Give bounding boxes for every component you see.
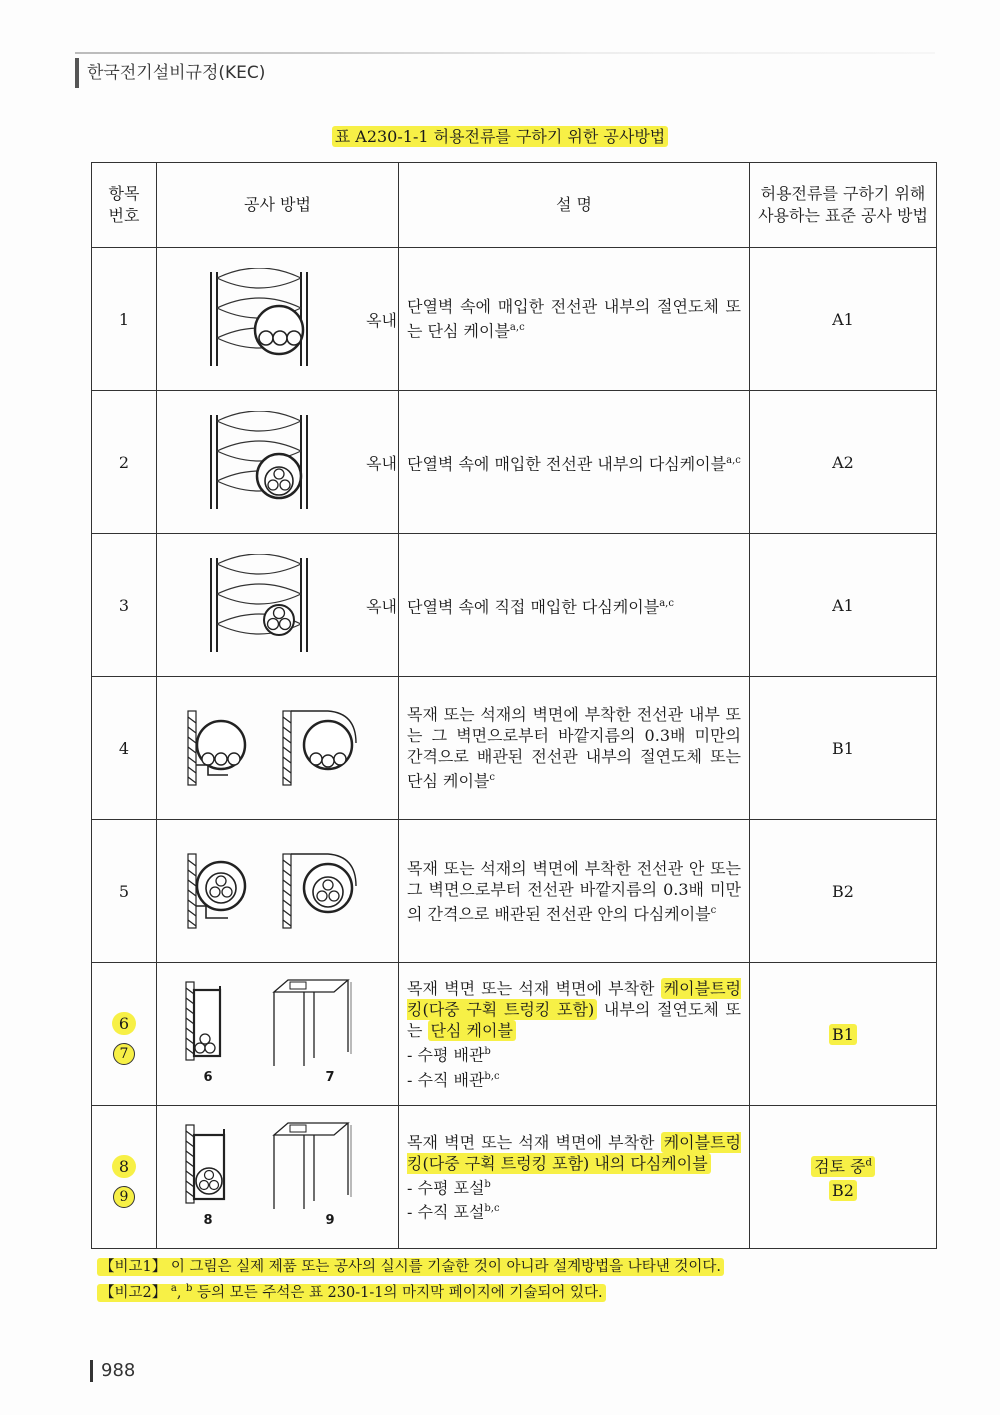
table-row (92, 677, 937, 820)
figure-label: 9 (325, 1213, 335, 1228)
list-item (407, 1174, 741, 1198)
item-number: 8 (112, 1155, 136, 1178)
description-text: 단열벽 속에 매입한 전선관 내부의 다심케이블 (407, 454, 727, 474)
table-notes (97, 1256, 724, 1304)
note-tag: 【비고2】 (100, 1284, 167, 1301)
item-number: 9 (113, 1186, 135, 1208)
table-row (92, 963, 937, 1106)
table-row (92, 248, 937, 391)
description (399, 963, 750, 1106)
footnote-ref: a,c (726, 454, 741, 466)
item-number: 5 (92, 820, 157, 963)
indoor-label: 옥내 (366, 596, 397, 616)
method-figure (157, 963, 399, 1106)
description-highlight: 케이블트렁킹(다중 구획 트렁킹 포함) (407, 979, 741, 1020)
header-standard-method-text: 허용전류를 구하기 위해 사용하는 표준 공사 방법 (758, 184, 928, 225)
item-number: 4 (92, 677, 157, 820)
figure-label: 6 (203, 1070, 213, 1085)
insulated-wall-multicore-conduit-figure (199, 411, 319, 513)
header-item-number (92, 163, 157, 248)
standard-method: B1 (750, 677, 937, 820)
header-method: 공사 방법 (157, 163, 399, 248)
description (399, 1106, 750, 1249)
method-figure (157, 1106, 399, 1249)
footnote-ref: b (484, 1178, 491, 1190)
indoor-label: 옥내 (366, 453, 397, 473)
list-item-text: - 수평 포설 (407, 1178, 485, 1197)
header-standard-method (750, 163, 937, 248)
footnote-ref: c (710, 904, 717, 916)
cable-trunking-figure (178, 974, 378, 1074)
header-rule (75, 52, 935, 54)
footnote-ref: b,c (484, 1203, 500, 1214)
table-caption-text: 표 A230-1-1 허용전류를 구하기 위한 공사방법 (332, 126, 669, 147)
description-highlight: 단심 케이블 (428, 1020, 516, 1041)
description-text: 목재 또는 석재의 벽면에 부착한 전선관 안 또는 그 벽면으로부터 전선관 바깥지름의 0.3배 미만의 간격으로 배관된 전선관 안의 다심케이블 (407, 858, 741, 924)
list-item (407, 1041, 741, 1065)
note-text: 등의 모든 주석은 표 230-1-1의 마지막 페이지에 기술되어 있다. (192, 1284, 603, 1301)
item-number-group (92, 1106, 157, 1249)
list-item (407, 1066, 741, 1090)
insulated-wall-direct-cable-figure (199, 554, 319, 656)
item-number: 2 (92, 391, 157, 534)
item-number: 7 (113, 1043, 135, 1065)
note-1-highlight (97, 1258, 724, 1276)
item-number: 3 (92, 534, 157, 677)
page-number: 988 (90, 1360, 135, 1382)
description-text: 목재 벽면 또는 석재 벽면에 부착한 (407, 1132, 661, 1152)
note-2 (97, 1278, 724, 1304)
figure-label: 7 (325, 1070, 335, 1085)
insulated-wall-conduit-figure (199, 268, 319, 370)
description-text: 목재 또는 석재의 벽면에 부착한 전선관 내부 또는 그 벽면으로부터 바깥지름의 0.3배 미만의 간격으로 배관된 전선관 내부의 절연도체 또는 단심 케이블 (407, 705, 741, 791)
footnote-ref: b (186, 1283, 193, 1294)
table-row (92, 1106, 937, 1249)
standard-method: A1 (750, 534, 937, 677)
footnote-ref: a,c (659, 597, 674, 609)
cable-trunking-multicore-figure (178, 1117, 378, 1217)
item-number: 1 (92, 248, 157, 391)
table-row (92, 391, 937, 534)
footnote-ref: c (489, 772, 495, 784)
under-review-text (811, 1156, 875, 1177)
method-figure (157, 391, 399, 534)
description-text: 단열벽 속에 직접 매입한 다심케이블 (407, 597, 660, 617)
note-2-highlight: 【비고2】 $^a$, $^b$ 등의 모든 주석은 표 230-1-1의 마지막 페이지에 기술되어 있다. (97, 1284, 606, 1302)
figure-label: 8 (203, 1213, 213, 1228)
item-number-group (92, 963, 157, 1106)
wall-mounted-conduit-figure (178, 703, 378, 793)
standard-method: A2 (750, 391, 937, 534)
description-text: 목재 벽면 또는 석재 벽면에 부착한 (407, 979, 661, 999)
wall-mounted-multicore-conduit-figure (178, 846, 378, 936)
running-header: 한국전기설비규정(KEC) (75, 58, 265, 88)
standard-method (750, 963, 937, 1106)
footnote-ref: d (865, 1157, 872, 1169)
note-tag: 【비고1】 (100, 1259, 167, 1275)
header-description: 설 명 (399, 163, 750, 248)
description (399, 248, 750, 391)
list-item-text: - 수평 배관 (407, 1045, 485, 1065)
standard-method: B2 (750, 820, 937, 963)
standard-method-text: B1 (829, 1024, 857, 1045)
method-figure (157, 677, 399, 820)
description (399, 677, 750, 820)
description (399, 820, 750, 963)
table-row (92, 820, 937, 963)
footnote-ref: b,c (484, 1070, 500, 1082)
standard-method (750, 1106, 937, 1249)
table-caption (0, 124, 1000, 147)
list-item (407, 1198, 741, 1222)
indoor-label: 옥내 (366, 310, 397, 330)
note-text: 이 그림은 실제 제품 또는 공사의 실시를 기술한 것이 아니라 설계방법을 나타낸 것이다. (166, 1259, 722, 1275)
footnote-ref: b (484, 1046, 491, 1058)
header-item-number-line1: 항목 (108, 184, 140, 203)
footnote-ref: a (170, 1283, 177, 1294)
footnote-ref: a,c (509, 322, 525, 334)
under-review-label: 검토 중 (814, 1157, 866, 1176)
header-row (92, 163, 937, 248)
method-figure (157, 534, 399, 677)
header-item-number-line2: 번호 (108, 206, 140, 225)
description-text: 내부의 절연도체 또는 (407, 1000, 741, 1041)
construction-methods-table (91, 162, 937, 1249)
standard-method: A1 (750, 248, 937, 391)
list-item-text: - 수직 포설 (407, 1202, 485, 1222)
table-row (92, 534, 937, 677)
list-item-text: - 수직 배관 (407, 1069, 485, 1089)
description (399, 391, 750, 534)
method-figure (157, 248, 399, 391)
method-figure (157, 820, 399, 963)
description (399, 534, 750, 677)
description-text: 단열벽 속에 매입한 전선관 내부의 절연도체 또는 단심 케이블 (407, 297, 741, 341)
item-number: 6 (112, 1012, 136, 1035)
description-highlight: 케이블트렁킹(다중 구획 트렁킹 포함) 내의 다심케이블 (407, 1132, 741, 1173)
standard-method-text: B2 (829, 1180, 857, 1201)
note-1 (97, 1256, 724, 1278)
